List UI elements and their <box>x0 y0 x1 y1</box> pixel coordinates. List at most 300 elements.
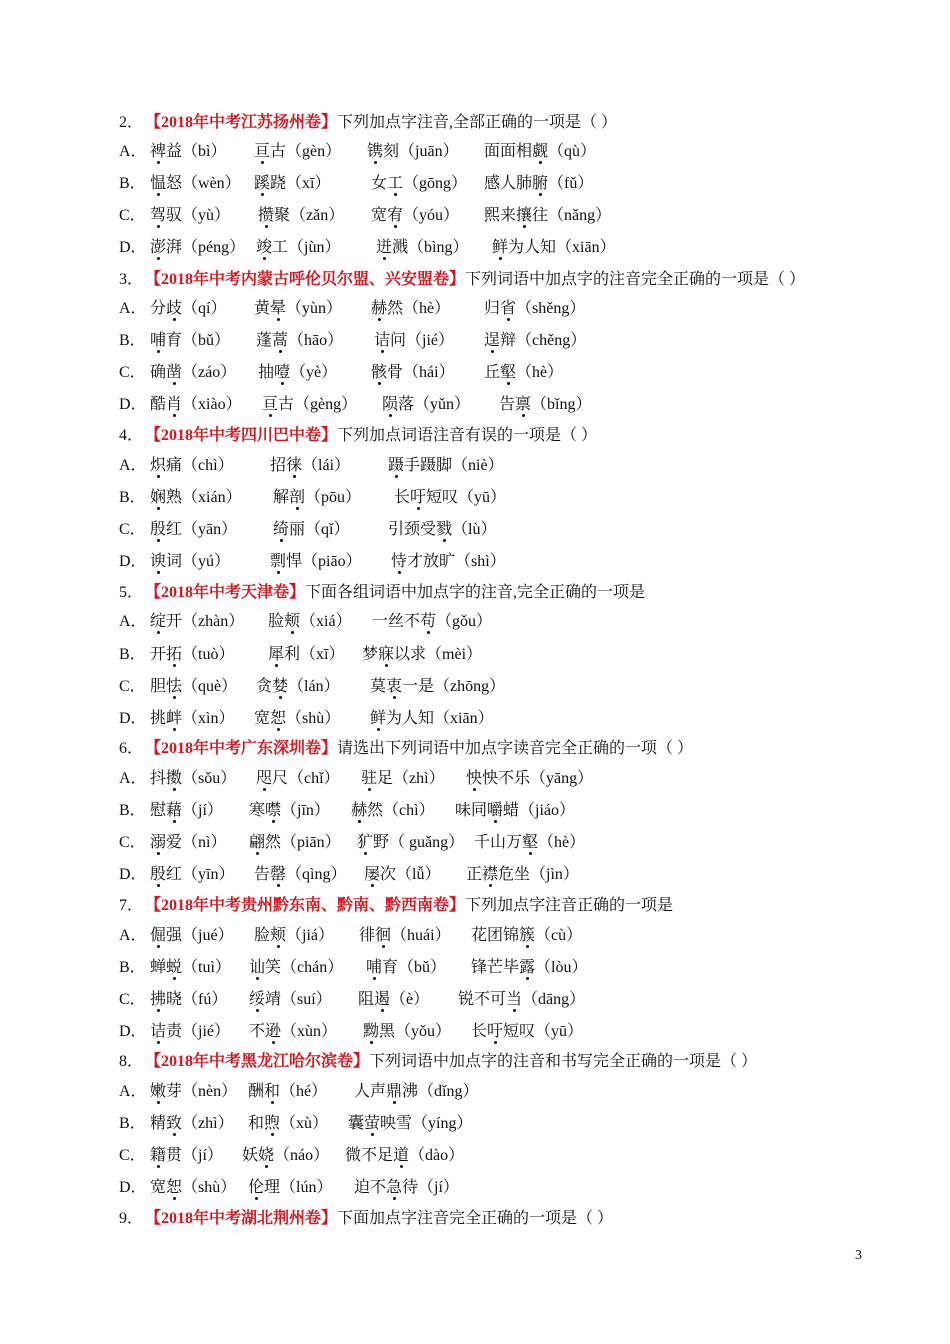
dotted-character: 当 <box>506 991 523 1008</box>
word-text-and-pinyin: （è） <box>390 991 430 1008</box>
word-with-pinyin <box>150 206 230 226</box>
word-text-and-pinyin: （tuò） <box>182 646 235 663</box>
answer-option[interactable] <box>119 488 819 508</box>
dotted-character: 遏 <box>374 991 391 1008</box>
dotted-character: 徕 <box>286 457 303 474</box>
dotted-character: 绮 <box>273 521 290 538</box>
word-with-pinyin <box>492 238 616 258</box>
word-text-and-pinyin: 尺（chǐ） <box>272 770 340 787</box>
word-text: 熙来 <box>484 207 517 224</box>
dotted-character: 鼎 <box>386 1083 403 1100</box>
dotted-character: 逞 <box>484 332 501 349</box>
word-text-and-pinyin: 一是（zhōng） <box>402 678 506 695</box>
dotted-character: 攘 <box>516 207 533 224</box>
word-text-and-pinyin: （qí） <box>182 300 227 317</box>
answer-option[interactable] <box>119 801 819 821</box>
dotted-character: 翩 <box>249 834 266 851</box>
question-number: 5． <box>119 584 144 601</box>
word-with-pinyin <box>371 174 467 194</box>
option-label: B． <box>119 332 146 349</box>
word-text: 脸 <box>254 927 271 944</box>
word-text-and-pinyin: 育（bǔ） <box>166 332 231 349</box>
word-text-and-pinyin: 笑（chán） <box>265 959 344 976</box>
dotted-character: 陨 <box>382 396 399 413</box>
option-label: D． <box>119 396 147 413</box>
option-label: B． <box>119 489 146 506</box>
question-stem <box>119 739 693 759</box>
word-with-pinyin <box>354 1178 459 1198</box>
word-with-pinyin <box>363 1022 451 1042</box>
word-with-pinyin <box>354 1082 478 1102</box>
word-with-pinyin <box>258 363 337 383</box>
question-stem <box>119 583 645 603</box>
word-with-pinyin <box>484 174 593 194</box>
word-text-and-pinyin: （pōu） <box>305 489 362 506</box>
dotted-character: 诘 <box>374 332 391 349</box>
word-with-pinyin <box>150 990 227 1010</box>
dotted-character: 亘 <box>254 143 271 160</box>
option-label: A． <box>119 927 147 944</box>
word-text-and-pinyin: 问（jié） <box>390 332 455 349</box>
word-text-and-pinyin: 红（yīn） <box>166 866 235 883</box>
dotted-character: 黝 <box>363 1023 380 1040</box>
question-stem <box>119 270 805 290</box>
dotted-character: 迸 <box>376 239 393 256</box>
dotted-character: 赫 <box>351 802 368 819</box>
word-text-and-pinyin: 怏不乐（yāng） <box>482 770 594 787</box>
word-with-pinyin <box>150 299 226 319</box>
word-with-pinyin <box>150 958 231 978</box>
word-text: 挑 <box>150 710 167 727</box>
word-with-pinyin <box>254 926 334 946</box>
answer-option[interactable] <box>119 1178 819 1198</box>
word-with-pinyin <box>150 769 236 789</box>
word-text: 感人肺 <box>484 175 533 192</box>
dotted-character: 徊 <box>375 927 392 944</box>
word-with-pinyin <box>256 238 340 258</box>
word-text-and-pinyin: （xiá） <box>300 613 352 630</box>
dotted-character: 露 <box>519 959 536 976</box>
dotted-character: 道 <box>393 1147 410 1164</box>
option-label: B． <box>119 959 146 976</box>
dotted-character: 骸 <box>371 364 388 381</box>
option-label: A． <box>119 613 147 630</box>
word-text: 人声 <box>354 1083 387 1100</box>
word-text: 抽 <box>258 364 275 381</box>
word-with-pinyin <box>484 142 596 162</box>
question-number: 2． <box>119 114 144 131</box>
word-text-and-pinyin: 悍（piāo） <box>286 553 362 570</box>
word-text-and-pinyin: 然（chì） <box>367 802 435 819</box>
word-text-and-pinyin: （lán） <box>288 678 340 695</box>
dotted-character: 致 <box>166 1115 183 1132</box>
word-text-and-pinyin: （hè） <box>516 364 564 381</box>
answer-option[interactable] <box>119 331 819 351</box>
dotted-character: 绽 <box>150 613 167 630</box>
word-text: 蝉 <box>150 959 167 976</box>
word-with-pinyin <box>370 677 505 697</box>
option-label: A． <box>119 457 147 474</box>
word-text-and-pinyin: 芽（nèn） <box>166 1083 238 1100</box>
word-with-pinyin <box>371 299 450 319</box>
word-with-pinyin <box>364 865 440 885</box>
option-label: D． <box>119 553 147 570</box>
word-text: 莫 <box>370 678 387 695</box>
word-text: 贪 <box>256 678 273 695</box>
dotted-character: 怏 <box>466 770 483 787</box>
question-stem <box>119 426 597 446</box>
question-source: 【2018年中考天津卷】 <box>153 584 306 601</box>
dotted-character: 怯 <box>166 678 183 695</box>
dotted-character: 工 <box>387 175 404 192</box>
answer-option[interactable] <box>119 1146 819 1166</box>
word-text: 归 <box>484 300 501 317</box>
dotted-character: 拂 <box>150 991 167 1008</box>
dotted-character: 炽 <box>150 457 167 474</box>
answer-option[interactable] <box>119 1114 819 1134</box>
dotted-character: 亘 <box>262 396 279 413</box>
dotted-character: 娆 <box>258 1147 275 1164</box>
word-with-pinyin <box>249 1022 337 1042</box>
question-source: 【2018年中考江苏扬州卷】 <box>153 114 338 131</box>
word-with-pinyin <box>150 677 237 697</box>
dotted-character: 竣 <box>256 239 273 256</box>
option-label: B． <box>119 646 146 663</box>
word-with-pinyin <box>484 206 611 226</box>
dotted-character: 籍 <box>150 1147 167 1164</box>
dotted-character: 颊 <box>270 927 287 944</box>
word-text-and-pinyin: 驭（yù） <box>166 207 231 224</box>
answer-option[interactable] <box>119 238 819 258</box>
word-text-and-pinyin: 强（jué） <box>166 927 234 944</box>
word-text-and-pinyin: （yè） <box>290 364 338 381</box>
dotted-character: 嫩 <box>150 1083 167 1100</box>
question-number: 9． <box>119 1210 144 1227</box>
question-source: 【2018年中考黑龙江哈尔滨卷】 <box>153 1053 370 1070</box>
word-text-and-pinyin: 理（lún） <box>264 1179 333 1196</box>
answer-option[interactable] <box>119 1022 819 1042</box>
word-with-pinyin <box>371 363 455 383</box>
question-source: 【2018年中考四川巴中卷】 <box>153 427 338 444</box>
question-text: 请选出下列词语中加点字读音完全正确的一项（ ） <box>337 740 694 757</box>
question-number: 3． <box>119 271 144 288</box>
question-source: 【2018年中考广东深圳卷】 <box>153 740 338 757</box>
word-with-pinyin <box>471 926 582 946</box>
word-text-and-pinyin: （bǐng） <box>531 396 592 413</box>
dotted-character: 蹑 <box>388 457 405 474</box>
word-text-and-pinyin: 古（gèng） <box>278 396 358 413</box>
word-text-and-pinyin: （xiào） <box>182 396 242 413</box>
word-text-and-pinyin: （lù） <box>452 521 497 538</box>
word-text: 黄 <box>254 300 271 317</box>
word-text-and-pinyin: （shù） <box>182 1179 237 1196</box>
dotted-character: 裨 <box>150 143 167 160</box>
word-text: 精 <box>150 1115 167 1132</box>
word-text-and-pinyin: （jí） <box>182 802 223 819</box>
word-with-pinyin <box>150 174 241 194</box>
answer-option[interactable] <box>119 174 819 194</box>
answer-option[interactable] <box>119 958 819 978</box>
word-text-and-pinyin: （shù） <box>286 710 341 727</box>
word-text-and-pinyin: （lòu） <box>535 959 588 976</box>
dotted-character: 讪 <box>249 959 266 976</box>
answer-option[interactable] <box>119 612 819 632</box>
word-text: 面面相 <box>484 143 533 160</box>
word-with-pinyin <box>150 801 223 821</box>
word-text-and-pinyin: 然（piān） <box>265 834 341 851</box>
question-number: 7． <box>119 897 144 914</box>
word-text: 迫不 <box>354 1179 387 1196</box>
word-text: 微不足 <box>345 1147 394 1164</box>
answer-option[interactable] <box>119 990 819 1010</box>
dotted-character: 罄 <box>270 866 287 883</box>
word-text-and-pinyin: 聚（zǎn） <box>274 207 345 224</box>
word-text-and-pinyin: （tuì） <box>182 959 231 976</box>
word-text: 长 <box>471 1023 488 1040</box>
word-text-and-pinyin: 怒（wèn） <box>166 175 241 192</box>
option-label: A． <box>119 300 147 317</box>
word-text-and-pinyin: （jiá） <box>286 927 335 944</box>
answer-option[interactable] <box>119 709 819 729</box>
word-text-and-pinyin: 词（yú） <box>166 553 231 570</box>
dotted-character: 禀 <box>515 396 532 413</box>
word-with-pinyin <box>249 801 330 821</box>
word-text: 宽 <box>371 207 388 224</box>
word-text-and-pinyin: 刻（juān） <box>383 143 459 160</box>
dotted-character: 鲜 <box>370 710 387 727</box>
word-with-pinyin <box>371 206 459 226</box>
word-with-pinyin <box>370 709 494 729</box>
word-text: 胆 <box>150 678 167 695</box>
dotted-character: 壑 <box>500 364 517 381</box>
word-with-pinyin <box>484 363 563 383</box>
answer-option[interactable] <box>119 520 819 540</box>
dotted-character: 藉 <box>166 802 183 819</box>
option-label: A． <box>119 1083 147 1100</box>
word-text: 酬 <box>248 1083 265 1100</box>
word-text: 抖 <box>150 770 167 787</box>
word-text: 梦 <box>362 646 379 663</box>
word-with-pinyin <box>242 1146 329 1166</box>
dotted-character: 驻 <box>361 770 378 787</box>
word-text-and-pinyin: （cù） <box>535 927 583 944</box>
word-with-pinyin <box>150 1178 236 1198</box>
option-label: D． <box>119 1179 147 1196</box>
answer-option[interactable] <box>119 865 819 885</box>
word-with-pinyin <box>359 926 451 946</box>
word-with-pinyin <box>376 238 468 258</box>
question-stem <box>119 1209 613 1229</box>
dotted-character: 簇 <box>519 927 536 944</box>
dotted-character: 殷 <box>150 866 167 883</box>
word-text-and-pinyin: 古（gèn） <box>270 143 342 160</box>
dotted-character: 犷 <box>357 834 374 851</box>
dotted-character: 屡 <box>364 866 381 883</box>
dotted-character: 萤 <box>364 1115 381 1132</box>
word-with-pinyin <box>348 1114 472 1134</box>
word-text-and-pinyin: 野（ guǎng） <box>373 834 465 851</box>
dotted-character: 犀 <box>268 646 285 663</box>
answer-option[interactable] <box>119 363 819 383</box>
word-with-pinyin <box>345 1146 464 1166</box>
word-text-and-pinyin: （shěng） <box>516 300 586 317</box>
word-with-pinyin <box>150 612 244 632</box>
word-with-pinyin <box>150 238 245 258</box>
word-with-pinyin <box>391 552 506 572</box>
answer-option[interactable] <box>119 552 819 572</box>
word-with-pinyin <box>258 206 344 226</box>
word-text-and-pinyin: （jīn） <box>281 802 330 819</box>
word-with-pinyin <box>150 1114 234 1134</box>
dotted-character: 倔 <box>150 927 167 944</box>
word-with-pinyin <box>254 174 330 194</box>
dotted-character: 觑 <box>532 143 549 160</box>
word-text-and-pinyin: 然（hè） <box>387 300 451 317</box>
word-with-pinyin <box>150 1022 230 1042</box>
word-with-pinyin <box>150 520 237 540</box>
word-with-pinyin <box>358 990 429 1010</box>
answer-option[interactable] <box>119 769 819 789</box>
answer-option[interactable] <box>119 142 819 162</box>
word-text: 酷 <box>150 396 167 413</box>
word-with-pinyin <box>499 395 591 415</box>
dotted-character: 愠 <box>150 175 167 192</box>
word-text: 分 <box>150 300 167 317</box>
question-stem <box>119 896 673 916</box>
word-text-and-pinyin: 为人知（xiān） <box>508 239 616 256</box>
word-with-pinyin <box>150 552 230 572</box>
dotted-character: 赫 <box>371 300 388 317</box>
question-source: 【2018年中考贵州黔东南、黔南、黔西南卷】 <box>153 897 466 914</box>
answer-option[interactable] <box>119 206 819 226</box>
word-text-and-pinyin: （fǔ） <box>548 175 594 192</box>
word-text: 丘 <box>484 364 501 381</box>
word-text-and-pinyin: 熟（xián） <box>166 489 242 506</box>
word-with-pinyin <box>382 395 470 415</box>
answer-option[interactable] <box>119 1082 819 1102</box>
option-label: A． <box>119 143 147 160</box>
dotted-character: 省 <box>500 300 517 317</box>
word-with-pinyin <box>270 456 350 476</box>
word-text-and-pinyin: （gǒu） <box>436 613 493 630</box>
word-with-pinyin <box>150 488 242 508</box>
word-text-and-pinyin: （yóu） <box>403 207 460 224</box>
word-with-pinyin <box>262 395 357 415</box>
word-with-pinyin <box>471 958 587 978</box>
option-label: B． <box>119 802 146 819</box>
dotted-character: 哺 <box>150 332 167 349</box>
word-text-and-pinyin: （dào） <box>409 1147 465 1164</box>
word-text: 妖 <box>242 1147 259 1164</box>
answer-option[interactable] <box>119 395 819 415</box>
question-source: 【2018年中考内蒙古呼伦贝尔盟、兴安盟卷】 <box>153 271 466 288</box>
word-text-and-pinyin: （yùn） <box>286 300 343 317</box>
word-text: 招 <box>270 457 287 474</box>
question-text: 下列词语中加点字的注音和书写完全正确的一项是（ ） <box>369 1053 758 1070</box>
word-text-and-pinyin: 以求（mèi） <box>394 646 483 663</box>
answer-option[interactable] <box>119 299 819 319</box>
dotted-character: 苟 <box>420 613 437 630</box>
word-text: 解 <box>273 489 290 506</box>
dotted-character: 急 <box>386 1179 403 1196</box>
dotted-character: 蹊 <box>254 175 271 192</box>
word-text: 告 <box>499 396 516 413</box>
question-text: 下面加点字注音完全正确的一项是（ ） <box>337 1210 614 1227</box>
option-label: C． <box>119 991 146 1008</box>
word-text: 慰 <box>150 802 167 819</box>
word-text: 和 <box>248 1115 265 1132</box>
word-text-and-pinyin: （náo） <box>274 1147 330 1164</box>
word-text-and-pinyin: 湃（péng） <box>166 239 246 256</box>
word-with-pinyin <box>366 958 446 978</box>
word-text-and-pinyin: （gōng） <box>403 175 468 192</box>
word-with-pinyin <box>471 1022 583 1042</box>
word-with-pinyin <box>150 833 226 853</box>
word-text: 寒 <box>249 802 266 819</box>
dotted-character: 衷 <box>386 678 403 695</box>
answer-option[interactable] <box>119 833 819 853</box>
word-with-pinyin <box>150 395 242 415</box>
word-with-pinyin <box>484 299 585 319</box>
word-text-and-pinyin: （zhì） <box>182 1115 234 1132</box>
word-text-and-pinyin: 手蹑脚（niè） <box>404 457 504 474</box>
dotted-character: 蒿 <box>272 332 289 349</box>
option-label: B． <box>119 1115 146 1132</box>
dotted-character: 吁 <box>410 489 427 506</box>
word-with-pinyin <box>248 1082 327 1102</box>
dotted-character: 澎 <box>150 239 167 256</box>
answer-option[interactable] <box>119 645 819 665</box>
word-text: 味同 <box>455 802 488 819</box>
word-text-and-pinyin: 为人知（xiān） <box>386 710 494 727</box>
question-text: 下列词语中加点字的注音完全正确的一项是（ ） <box>465 271 806 288</box>
word-text-and-pinyin: （hè） <box>538 834 586 851</box>
dotted-character: 蜕 <box>166 959 183 976</box>
dotted-character: 恕 <box>270 710 287 727</box>
dotted-character: 娴 <box>150 489 167 506</box>
word-text-and-pinyin: 辩（chěng） <box>500 332 587 349</box>
word-with-pinyin <box>357 833 464 853</box>
dotted-character: 壑 <box>522 834 539 851</box>
question-text: 下列加点字注音,全部正确的一项是（ ） <box>337 114 618 131</box>
answer-option[interactable] <box>119 456 819 476</box>
option-label: D． <box>119 239 147 256</box>
option-label: C． <box>119 678 146 695</box>
answer-option[interactable] <box>119 677 819 697</box>
dotted-character: 噤 <box>265 802 282 819</box>
word-with-pinyin <box>254 709 340 729</box>
question-stem <box>119 113 617 133</box>
word-text: 囊 <box>348 1115 365 1132</box>
word-text-and-pinyin: 痛（chì） <box>166 457 234 474</box>
word-with-pinyin <box>249 833 341 853</box>
word-text-and-pinyin: 沸（dǐng） <box>402 1083 479 1100</box>
word-with-pinyin <box>150 456 234 476</box>
dotted-character: 婪 <box>272 678 289 695</box>
dotted-character: 戮 <box>436 521 453 538</box>
answer-option[interactable] <box>119 926 819 946</box>
word-with-pinyin <box>474 833 585 853</box>
dotted-character: 诘 <box>150 1023 167 1040</box>
word-with-pinyin <box>249 990 332 1010</box>
option-label: C． <box>119 834 146 851</box>
question-number: 4． <box>119 427 144 444</box>
question-stem <box>119 1052 757 1072</box>
word-text: 蓬 <box>256 332 273 349</box>
word-with-pinyin <box>150 926 234 946</box>
word-with-pinyin <box>256 677 340 697</box>
word-text: 引颈受 <box>388 521 437 538</box>
